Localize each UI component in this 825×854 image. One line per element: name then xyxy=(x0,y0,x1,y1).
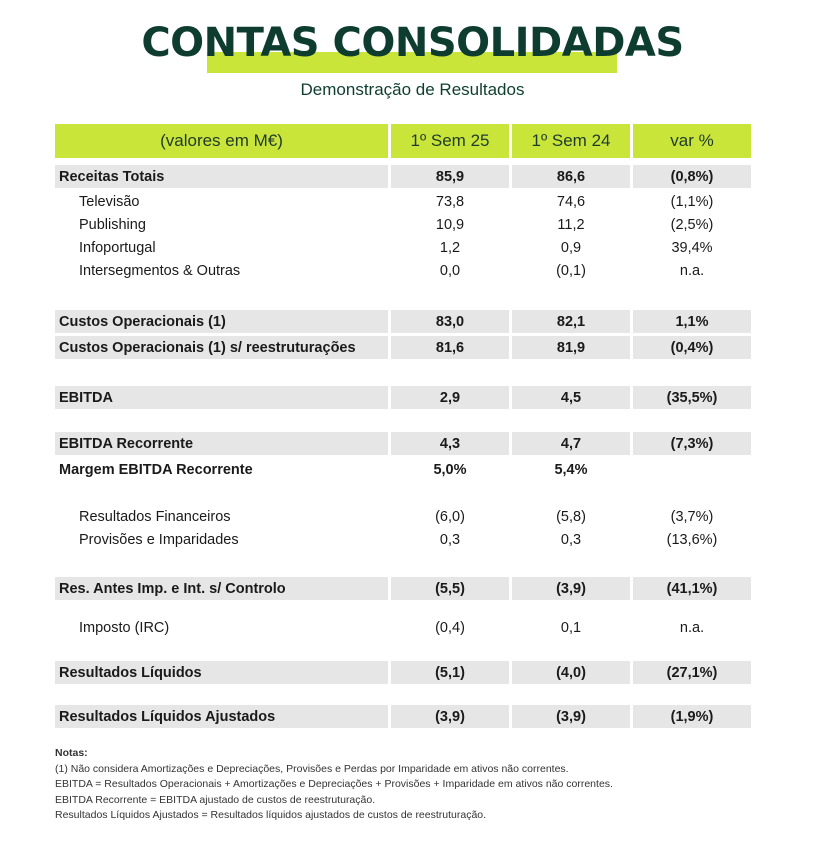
row-value-sem24: 81,9 xyxy=(512,336,630,359)
row-label: Res. Antes Imp. e Int. s/ Controlo xyxy=(55,577,388,600)
row-label: Margem EBITDA Recorrente xyxy=(59,461,253,478)
row-value-sem25: 4,3 xyxy=(391,432,509,455)
row-value-sem25: 10,9 xyxy=(435,216,465,233)
row-value-sem24: 86,6 xyxy=(512,165,630,188)
row-label: Custos Operacionais (1) xyxy=(55,310,388,333)
row-value-var: (1,1%) xyxy=(670,193,714,210)
row-value-var: (0,4%) xyxy=(633,336,751,359)
row-label: Resultados Financeiros xyxy=(79,508,231,525)
row-value-var: 1,1% xyxy=(633,310,751,333)
row-value-var: (13,6%) xyxy=(666,531,718,548)
note-line: (1) Não considera Amortizações e Depreciações, Provisões e Perdas por Imparidade em ativos não correntes. xyxy=(55,762,569,775)
row-value-sem25: 5,0% xyxy=(433,461,467,478)
row-value-sem25: 0,0 xyxy=(439,262,461,279)
table-row xyxy=(0,165,825,188)
row-label: Provisões e Imparidades xyxy=(79,531,239,548)
header-sem25: 1º Sem 25 xyxy=(391,124,509,158)
row-value-sem25: 83,0 xyxy=(391,310,509,333)
row-value-sem24: (3,9) xyxy=(512,577,630,600)
header-label: (valores em M€) xyxy=(55,124,388,158)
table-row xyxy=(0,705,825,728)
row-value-sem24: 4,5 xyxy=(512,386,630,409)
table-row xyxy=(0,190,825,213)
row-label: Receitas Totais xyxy=(55,165,388,188)
notes-title: Notas: xyxy=(55,747,88,759)
row-label: Resultados Líquidos xyxy=(55,661,388,684)
row-value-var: (27,1%) xyxy=(633,661,751,684)
row-value-var: (7,3%) xyxy=(633,432,751,455)
row-label: EBITDA Recorrente xyxy=(55,432,388,455)
row-label: Imposto (IRC) xyxy=(79,619,170,636)
row-label: Custos Operacionais (1) s/ reestruturações xyxy=(55,336,388,359)
row-value-var: (3,7%) xyxy=(670,508,714,525)
table-row xyxy=(0,386,825,409)
page-title: CONTAS CONSOLIDADAS xyxy=(141,20,684,66)
row-value-sem25: (6,0) xyxy=(435,508,465,525)
row-value-sem24: (4,0) xyxy=(512,661,630,684)
table-row xyxy=(0,336,825,359)
row-value-sem24: 11,2 xyxy=(557,216,585,233)
row-label: Intersegmentos & Outras xyxy=(79,262,241,279)
row-label: Resultados Líquidos Ajustados xyxy=(55,705,388,728)
row-value-sem24: 4,7 xyxy=(512,432,630,455)
table-row xyxy=(0,458,825,481)
note-line: Resultados Líquidos Ajustados = Resultados líquidos ajustados de custos de reestruturação. xyxy=(55,809,487,821)
table-row xyxy=(0,661,825,684)
row-label: Publishing xyxy=(79,216,146,233)
table-row xyxy=(0,505,825,528)
table-row xyxy=(0,236,825,259)
row-value-sem25: (5,5) xyxy=(391,577,509,600)
row-value-sem25: 2,9 xyxy=(391,386,509,409)
row-value-var: n.a. xyxy=(679,262,705,279)
row-value-var: (1,9%) xyxy=(633,705,751,728)
table-row xyxy=(0,259,825,282)
table-row xyxy=(0,310,825,333)
row-value-sem24: 74,6 xyxy=(556,193,586,210)
row-value-sem25: 1,2 xyxy=(439,239,461,256)
table-row xyxy=(0,616,825,639)
row-value-var: 39,4% xyxy=(671,239,713,256)
row-value-var xyxy=(633,458,751,481)
table-row xyxy=(0,432,825,455)
table-row xyxy=(0,213,825,236)
row-label: Televisão xyxy=(79,193,140,210)
header-sem24: 1º Sem 24 xyxy=(512,124,630,158)
row-value-var: (0,8%) xyxy=(633,165,751,188)
note-line: EBITDA Recorrente = EBITDA ajustado de custos de reestruturação. xyxy=(55,793,376,806)
row-label: EBITDA xyxy=(55,386,388,409)
row-value-sem25: 81,6 xyxy=(391,336,509,359)
title-block xyxy=(0,14,825,74)
header-var: var % xyxy=(633,124,751,158)
row-value-sem24: (5,8) xyxy=(556,508,586,525)
note-line: EBITDA = Resultados Operacionais + Amortizações e Depreciações + Provisões + Imparidade em ativos não correntes. xyxy=(55,778,613,790)
row-value-sem24: 0,3 xyxy=(560,531,582,548)
row-value-sem25: (3,9) xyxy=(391,705,509,728)
row-value-sem25: (5,1) xyxy=(391,661,509,684)
page-subtitle: Demonstração de Resultados xyxy=(300,80,525,99)
notes-block xyxy=(55,746,613,824)
row-label: Infoportugal xyxy=(79,239,156,256)
row-value-var: (41,1%) xyxy=(633,577,751,600)
row-value-sem24: 0,1 xyxy=(560,619,582,636)
row-value-sem24: 82,1 xyxy=(512,310,630,333)
table-row xyxy=(0,528,825,551)
row-value-sem24: (3,9) xyxy=(512,705,630,728)
row-value-sem25: 0,3 xyxy=(439,531,461,548)
row-value-sem24: 0,9 xyxy=(560,239,582,256)
row-value-var: (2,5%) xyxy=(670,216,714,233)
row-value-sem25: (0,4) xyxy=(435,619,465,636)
row-value-sem25: 85,9 xyxy=(391,165,509,188)
row-value-sem25: 73,8 xyxy=(435,193,465,210)
row-value-var: n.a. xyxy=(679,619,705,636)
row-value-sem24: 5,4% xyxy=(554,461,588,478)
table-row xyxy=(0,577,825,600)
row-value-var: (35,5%) xyxy=(633,386,751,409)
row-value-sem24: (0,1) xyxy=(556,262,586,279)
